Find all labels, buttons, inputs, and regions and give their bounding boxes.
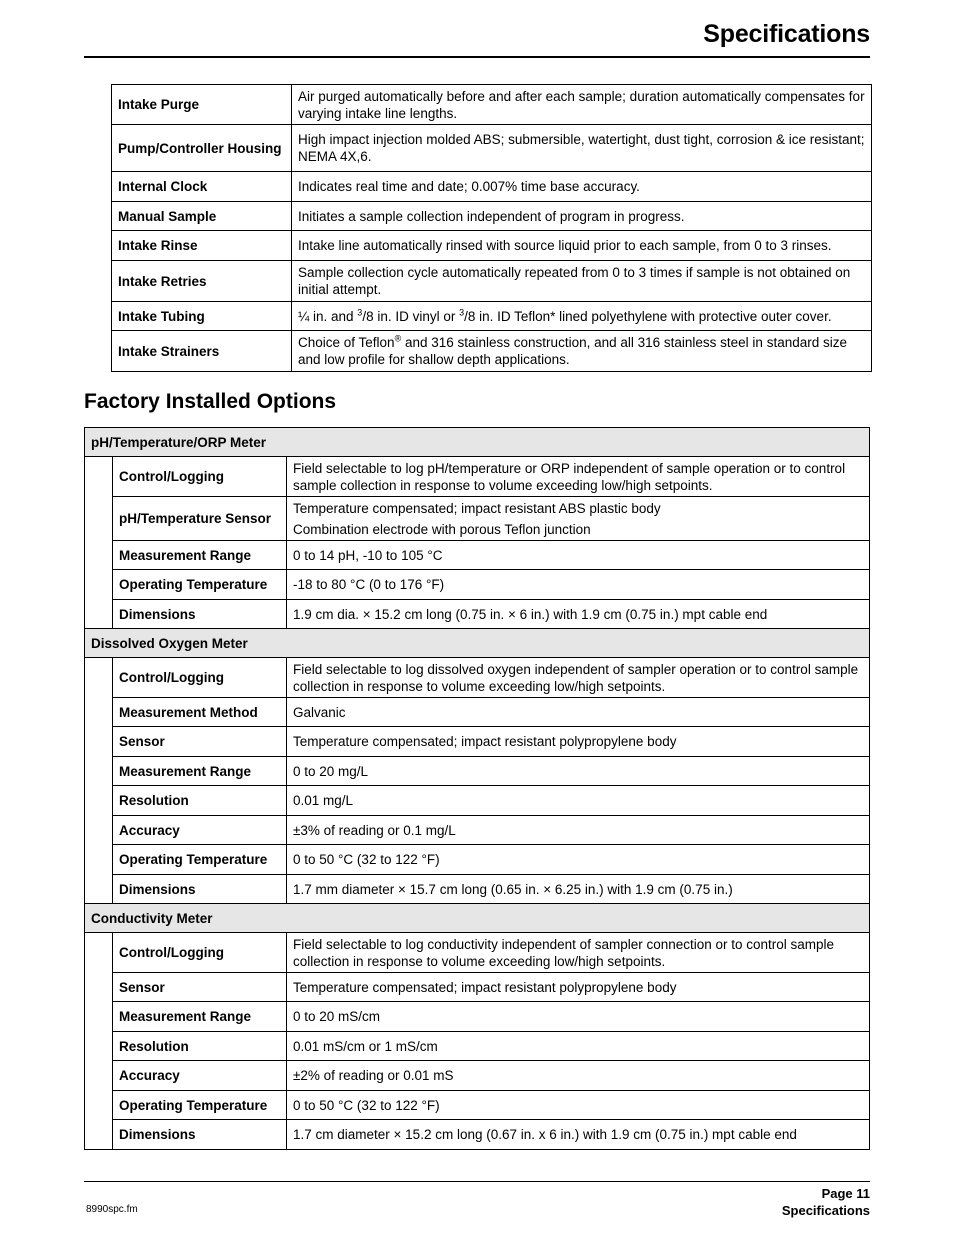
spec-label: Intake Tubing	[112, 302, 292, 331]
indent-cell	[85, 600, 113, 629]
group-title: Conductivity Meter	[85, 904, 870, 933]
option-label: Measurement Range	[113, 541, 287, 570]
indent-cell	[85, 933, 113, 973]
table-row	[85, 1002, 870, 1032]
option-label: Operating Temperature	[113, 1091, 287, 1120]
indent-cell	[85, 1002, 113, 1032]
spec-label: Intake Purge	[112, 85, 292, 125]
spec-value: Indicates real time and date; 0.007% time base accuracy.	[292, 172, 872, 202]
page-header	[84, 18, 870, 58]
option-label: Operating Temperature	[113, 845, 287, 875]
option-label: Control/Logging	[113, 457, 287, 497]
spec-value: Sample collection cycle automatically repeated from 0 to 3 times if sample is not obtained on initial attempt.	[292, 261, 872, 302]
value-line: Temperature compensated; impact resistant ABS plastic body	[293, 500, 661, 516]
table-row	[85, 973, 870, 1002]
indent-cell	[85, 845, 113, 875]
text-part: /8 in. ID vinyl or	[362, 308, 460, 324]
table-row	[85, 875, 870, 904]
option-value: 0 to 50 °C (32 to 122 °F)	[287, 1091, 870, 1120]
table-row	[85, 600, 870, 629]
option-value: Field selectable to log conductivity independent of sampler connection or to control sample collection in response to volume exceeding low/high setpoints.	[287, 933, 870, 973]
spec-value: Intake line automatically rinsed with source liquid prior to each sample, from 0 to 3 rinses.	[292, 231, 872, 261]
section-title: Factory Installed Options	[84, 390, 337, 413]
indent-cell	[85, 541, 113, 570]
indent-cell	[85, 570, 113, 600]
table-row	[112, 202, 872, 231]
option-label: Sensor	[113, 973, 287, 1002]
table-row	[85, 727, 870, 757]
option-label: Control/Logging	[113, 658, 287, 698]
footer-rule	[84, 1181, 870, 1182]
footer-filename: 8990spc.fm	[86, 1204, 138, 1215]
footer-page-info	[782, 1185, 870, 1219]
group-header-row	[85, 428, 870, 457]
table-row	[85, 1032, 870, 1061]
spec-label: Manual Sample	[112, 202, 292, 231]
specifications-table	[111, 84, 872, 372]
indent-cell	[85, 1120, 113, 1150]
indent-cell	[85, 875, 113, 904]
option-label: Measurement Range	[113, 757, 287, 786]
table-row	[112, 231, 872, 261]
spec-value	[292, 302, 872, 331]
table-row	[85, 1120, 870, 1150]
text-part: ¼ in. and	[298, 308, 358, 324]
table-row	[85, 541, 870, 570]
table-row	[85, 1091, 870, 1120]
option-label: Dimensions	[113, 1120, 287, 1150]
registered-mark: ®	[394, 333, 402, 344]
superscript: 3	[459, 307, 465, 317]
indent-cell	[85, 1091, 113, 1120]
option-label: Dimensions	[113, 875, 287, 904]
option-value: Temperature compensated; impact resistant polypropylene body	[287, 973, 870, 1002]
indent-cell	[85, 973, 113, 1002]
indent-cell	[85, 816, 113, 845]
option-value: 0 to 20 mg/L	[287, 757, 870, 786]
page-number: Page 11	[821, 1186, 870, 1201]
table-row	[85, 457, 870, 497]
option-value: 0 to 20 mS/cm	[287, 1002, 870, 1032]
indent-cell	[85, 1061, 113, 1091]
value-line: Combination electrode with porous Teflon junction	[293, 521, 591, 537]
option-label: Accuracy	[113, 1061, 287, 1091]
group-header-row	[85, 629, 870, 658]
indent-cell	[85, 698, 113, 727]
table-row	[112, 261, 872, 302]
text-part: and 316 stainless construction, and all 316 stainless steel in standard size and low profile for shallow depth applications.	[298, 335, 847, 367]
option-label: Operating Temperature	[113, 570, 287, 600]
factory-options-table	[84, 427, 870, 1150]
spec-value: High impact injection molded ABS; submersible, watertight, dust tight, corrosion & ice resistant; NEMA 4X,6.	[292, 125, 872, 172]
option-value: Field selectable to log pH/temperature or ORP independent of sample operation or to control sample collection in response to volume exceeding low/high setpoints.	[287, 457, 870, 497]
option-value: -18 to 80 °C (0 to 176 °F)	[287, 570, 870, 600]
option-label: Dimensions	[113, 600, 287, 629]
option-label: pH/Temperature Sensor	[113, 497, 287, 541]
spec-label: Intake Strainers	[112, 331, 292, 372]
group-title: pH/Temperature/ORP Meter	[85, 428, 870, 457]
table-row	[85, 1061, 870, 1091]
spec-label: Intake Retries	[112, 261, 292, 302]
spec-value	[292, 331, 872, 372]
table-row	[85, 757, 870, 786]
spec-value: Initiates a sample collection independent of program in progress.	[292, 202, 872, 231]
option-value: 0.01 mS/cm or 1 mS/cm	[287, 1032, 870, 1061]
option-value	[287, 497, 870, 541]
option-label: Resolution	[113, 786, 287, 816]
table-row	[85, 845, 870, 875]
table-row	[85, 786, 870, 816]
indent-cell	[85, 727, 113, 757]
option-value: 0 to 50 °C (32 to 122 °F)	[287, 845, 870, 875]
table-row	[85, 933, 870, 973]
option-value: Field selectable to log dissolved oxygen independent of sampler operation or to control sample collection in response to volume exceeding low/high setpoints.	[287, 658, 870, 698]
spec-label: Intake Rinse	[112, 231, 292, 261]
option-label: Measurement Range	[113, 1002, 287, 1032]
text-part: Choice of Teflon	[298, 335, 395, 350]
indent-cell	[85, 786, 113, 816]
option-value: 1.7 cm diameter × 15.2 cm long (0.67 in. x 6 in.) with 1.9 cm (0.75 in.) mpt cable end	[287, 1120, 870, 1150]
table-row	[112, 331, 872, 372]
option-label: Control/Logging	[113, 933, 287, 973]
table-row	[112, 172, 872, 202]
option-value: 1.7 mm diameter × 15.7 cm long (0.65 in. × 6.25 in.) with 1.9 cm (0.75 in.)	[287, 875, 870, 904]
text-part: /8 in. ID Teflon* lined polyethylene with protective outer cover.	[464, 308, 832, 324]
group-header-row	[85, 904, 870, 933]
spec-label: Internal Clock	[112, 172, 292, 202]
group-title: Dissolved Oxygen Meter	[85, 629, 870, 658]
indent-cell	[85, 497, 113, 541]
option-label: Accuracy	[113, 816, 287, 845]
spec-label: Pump/Controller Housing	[112, 125, 292, 172]
option-value: Temperature compensated; impact resistant polypropylene body	[287, 727, 870, 757]
spec-value: Air purged automatically before and after each sample; duration automatically compensates for varying intake line lengths.	[292, 85, 872, 125]
indent-cell	[85, 1032, 113, 1061]
option-label: Resolution	[113, 1032, 287, 1061]
table-row	[85, 570, 870, 600]
option-label: Sensor	[113, 727, 287, 757]
page-title: Specifications	[703, 20, 870, 48]
option-value: Galvanic	[287, 698, 870, 727]
option-value: ±3% of reading or 0.1 mg/L	[287, 816, 870, 845]
table-row	[85, 698, 870, 727]
table-row	[85, 497, 870, 541]
option-label: Measurement Method	[113, 698, 287, 727]
option-value: ±2% of reading or 0.01 mS	[287, 1061, 870, 1091]
option-value: 0 to 14 pH, -10 to 105 °C	[287, 541, 870, 570]
table-row	[112, 85, 872, 125]
table-row	[85, 816, 870, 845]
indent-cell	[85, 757, 113, 786]
table-row	[85, 658, 870, 698]
superscript: 3	[357, 307, 363, 317]
table-row	[112, 302, 872, 331]
indent-cell	[85, 457, 113, 497]
footer-section: Specifications	[781, 1203, 870, 1218]
option-value: 0.01 mg/L	[287, 786, 870, 816]
option-value: 1.9 cm dia. × 15.2 cm long (0.75 in. × 6 in.) with 1.9 cm (0.75 in.) mpt cable end	[287, 600, 870, 629]
indent-cell	[85, 658, 113, 698]
table-row	[112, 125, 872, 172]
